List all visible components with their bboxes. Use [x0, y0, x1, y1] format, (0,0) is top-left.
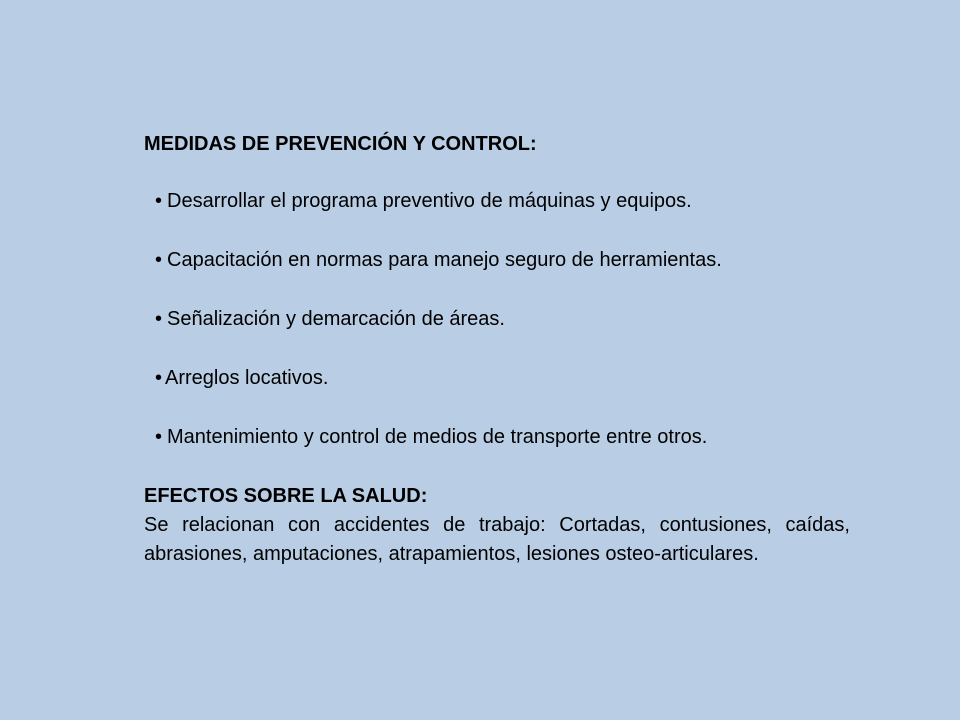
slide-content: [144, 130, 864, 569]
list-item-text: Mantenimiento y control de medios de transporte entre otros.: [167, 426, 708, 448]
prevention-list: [144, 187, 864, 452]
prevention-heading: MEDIDAS DE PREVENCIÓN Y CONTROL:: [144, 133, 537, 155]
list-item: [144, 187, 864, 216]
list-item: [144, 246, 864, 275]
bullet-icon: •: [154, 249, 162, 271]
list-item: [144, 364, 864, 393]
effects-body: Se relacionan con accidentes de trabajo: Cortadas, contusiones, caídas, abrasiones, amputaciones, atrapamientos, lesiones osteo-articulares.: [144, 514, 850, 565]
list-item: [144, 305, 864, 334]
bullet-icon: •: [154, 426, 162, 448]
list-item-text: Capacitación en normas para manejo seguro de herramientas.: [167, 249, 722, 271]
list-item-text: Desarrollar el programa preventivo de máquinas y equipos.: [167, 190, 692, 212]
effects-section: [144, 482, 864, 569]
list-item: [144, 423, 864, 452]
list-item-text: Señalización y demarcación de áreas.: [167, 308, 505, 330]
effects-heading: EFECTOS SOBRE LA SALUD:: [144, 485, 428, 507]
bullet-icon: •: [154, 190, 162, 212]
bullet-icon: •: [154, 308, 162, 330]
list-item-text: Arreglos locativos.: [165, 367, 329, 389]
bullet-icon: •: [154, 367, 162, 389]
